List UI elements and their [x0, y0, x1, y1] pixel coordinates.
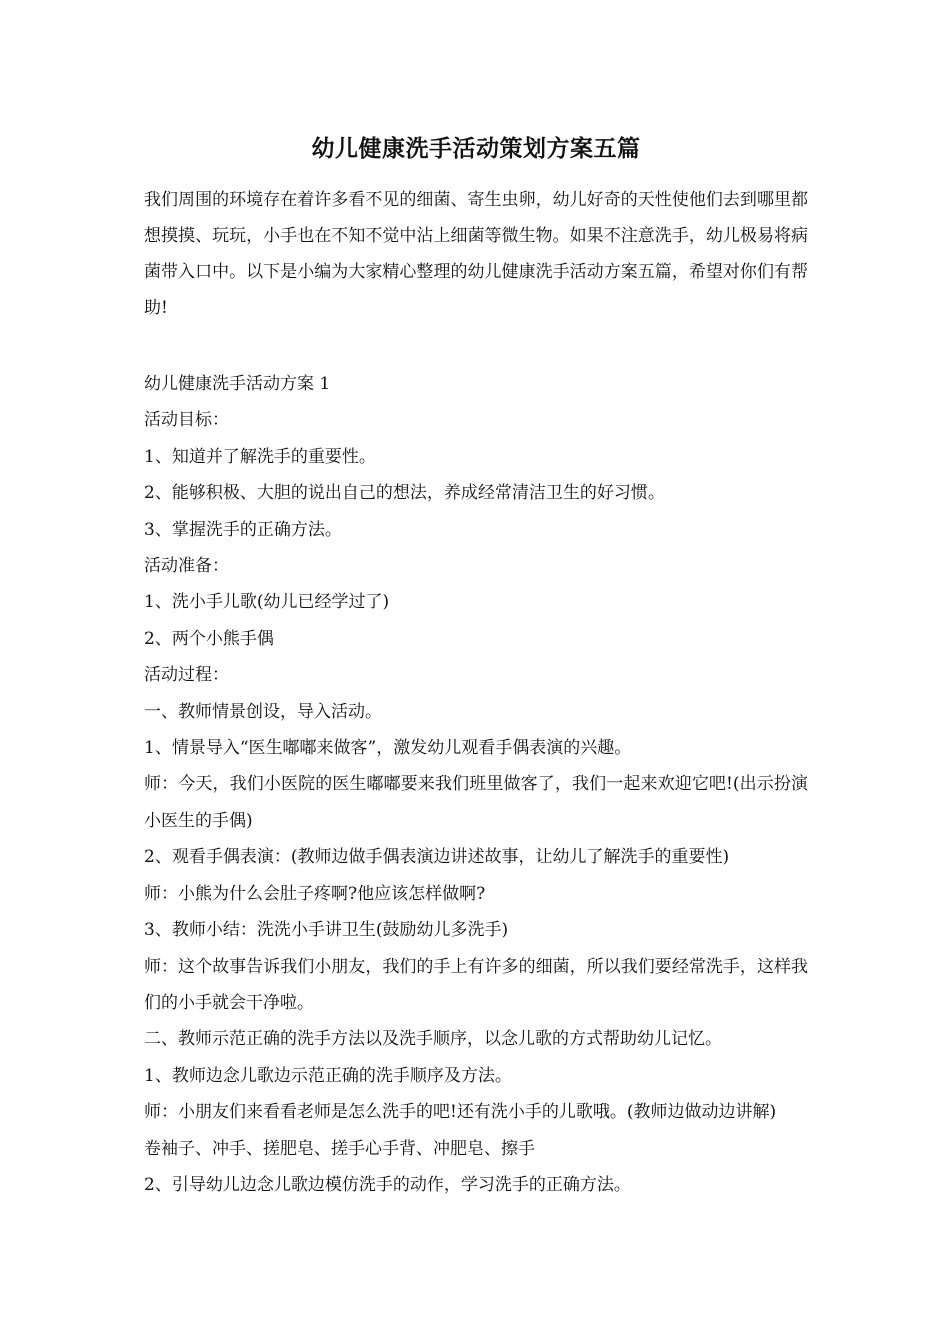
document-body	[144, 366, 808, 1203]
paragraph-line: 1、知道并了解洗手的重要性。	[144, 446, 376, 467]
paragraph-line: 活动目标：	[144, 410, 229, 431]
paragraph-line: 2、两个小熊手偶	[144, 628, 274, 649]
paragraph-line: 活动过程：	[144, 665, 229, 686]
paragraph-line: 3、教师小结：洗洗小手讲卫生(鼓励幼儿多洗手)	[144, 920, 509, 941]
document-title: 幼儿健康洗手活动策划方案五篇	[311, 135, 641, 162]
paragraph-line: 幼儿健康洗手活动方案 1	[144, 374, 331, 394]
paragraph-line: 3、掌握洗手的正确方法。	[144, 519, 342, 540]
paragraph-line: 一、教师情景创设，导入活动。	[144, 701, 382, 722]
paragraph-line: 师：小朋友们来看看老师是怎么洗手的吧!还有洗小手的儿歌哦。(教师边做动边讲解)	[144, 1102, 777, 1123]
paragraph-line: 师：小熊为什么会肚子疼啊?他应该怎样做啊?	[144, 883, 486, 904]
paragraph-line: 2、引导幼儿边念儿歌边模仿洗手的动作，学习洗手的正确方法。	[144, 1174, 631, 1195]
paragraph-line: 卷袖子、冲手、搓肥皂、搓手心手背、冲肥皂、擦手	[144, 1138, 535, 1159]
intro-paragraph: 我们周围的环境存在着许多看不见的细菌、寄生虫卵，幼儿好奇的天性使他们去到哪里都想摸摸、玩玩，小手也在不知不觉中沾上细菌等微生物。如果不注意洗手，幼儿极易将病菌带入口中。以下是小编为大家精心整理的幼儿健康洗手活动方案五篇，希望对你们有帮助!	[144, 190, 808, 318]
paragraph-line: 2、观看手偶表演：(教师边做手偶表演边讲述故事，让幼儿了解洗手的重要性)	[144, 847, 730, 868]
paragraph-line: 1、洗小手儿歌(幼儿已经学过了)	[144, 592, 390, 613]
paragraph-line: 师：今天，我们小医院的医生嘟嘟要来我们班里做客了，我们一起来欢迎它吧!(出示扮演小医生的手偶)	[144, 774, 808, 831]
paragraph-line: 师：这个故事告诉我们小朋友，我们的手上有许多的细菌，所以我们要经常洗手，这样我们的小手就会干净啦。	[144, 956, 808, 1013]
paragraph-line: 活动准备：	[144, 556, 229, 577]
paragraph-line: 2、能够积极、大胆的说出自己的想法，养成经常清洁卫生的好习惯。	[144, 483, 665, 504]
paragraph-line: 1、情景导入“医生嘟嘟来做客”，激发幼儿观看手偶表演的兴趣。	[144, 738, 632, 759]
paragraph-line: 二、教师示范正确的洗手方法以及洗手顺序，以念儿歌的方式帮助幼儿记忆。	[144, 1029, 722, 1050]
paragraph-line: 1、教师边念儿歌边示范正确的洗手顺序及方法。	[144, 1065, 512, 1086]
